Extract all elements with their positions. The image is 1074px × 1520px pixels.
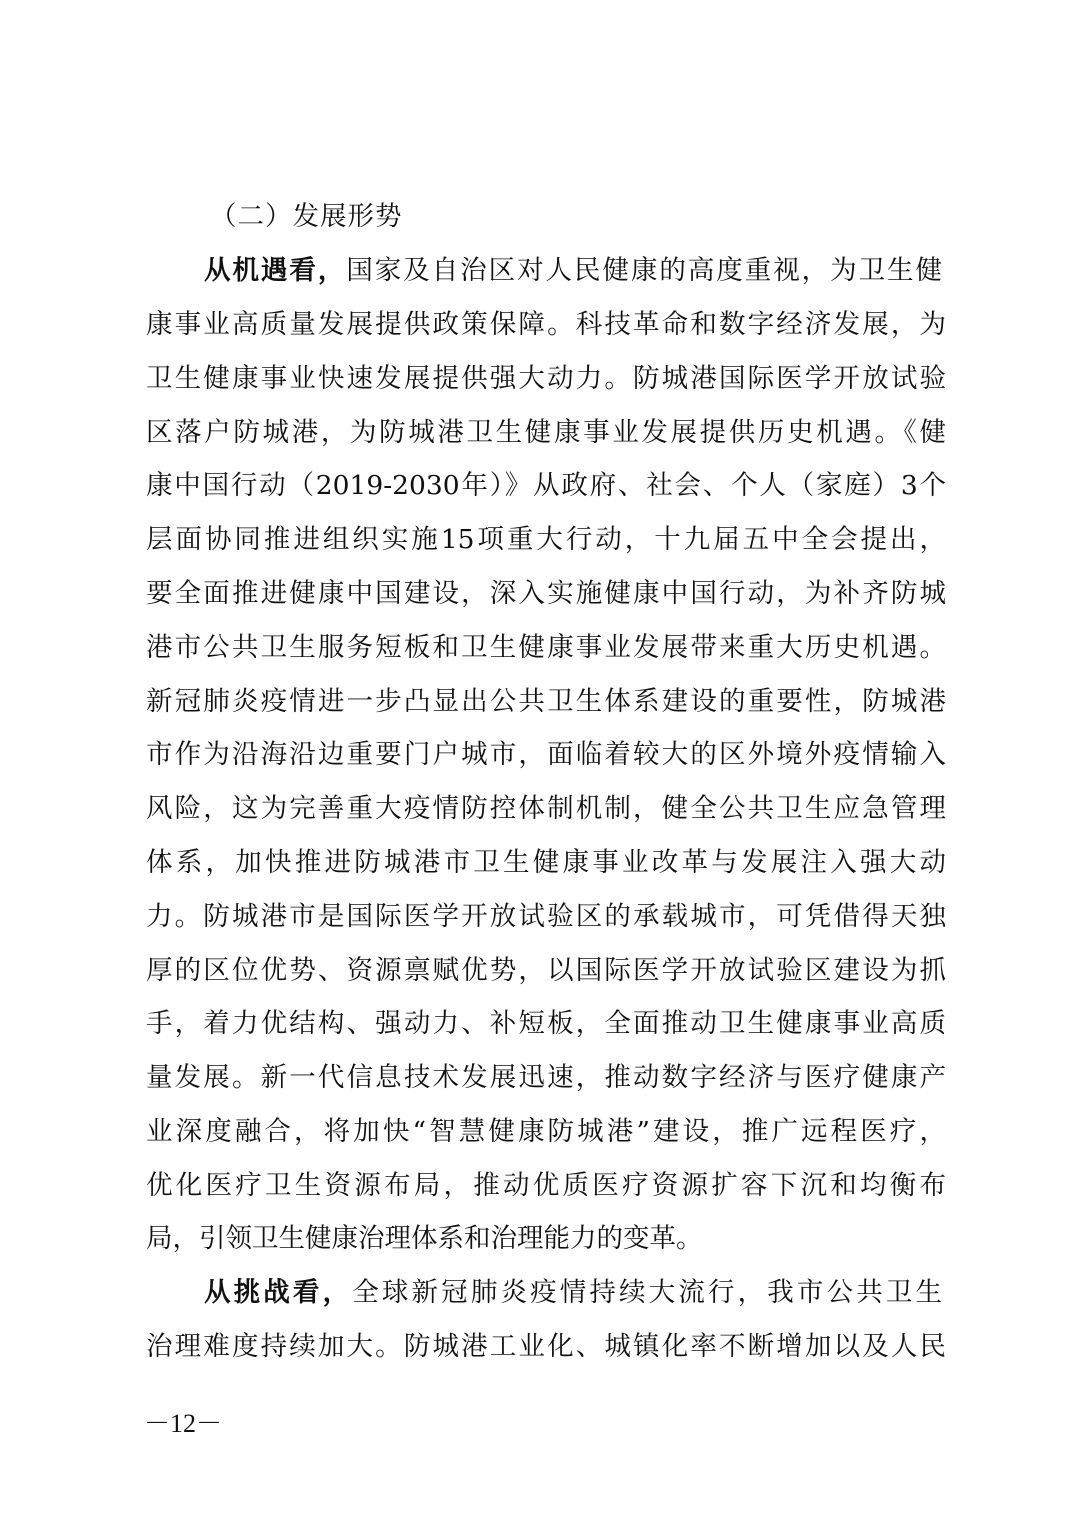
paragraph-1-line: 康中国行动（2019-2030年）》从政府、社会、个人（家庭）3个 bbox=[146, 470, 946, 501]
paragraph-1-line: 体系，加快推进防城港市卫生健康事业改革与发展注入强大动 bbox=[146, 847, 946, 878]
paragraph-1-line: 局，引领卫生健康治理体系和治理能力的变革。 bbox=[146, 1223, 703, 1254]
paragraph-1-line: 厚的区位优势、资源禀赋优势，以国际医学开放试验区建设为抓 bbox=[146, 955, 946, 986]
page-number: －12－ bbox=[144, 1409, 223, 1438]
paragraph-1-line: 卫生健康事业快速发展提供强大动力。防城港国际医学开放试验 bbox=[146, 363, 946, 394]
paragraph-2-line: 治理难度持续加大。防城港工业化、城镇化率不断增加以及人民 bbox=[146, 1331, 946, 1362]
paragraph-1-line: 新冠肺炎疫情进一步凸显出公共卫生体系建设的重要性，防城港 bbox=[146, 686, 946, 717]
paragraph-1-line: 区落户防城港，为防城港卫生健康事业发展提供历史机遇。《健 bbox=[146, 417, 946, 448]
paragraph-1-line: 康事业高质量发展提供政策保障。科技革命和数字经济发展，为 bbox=[146, 309, 946, 340]
paragraph-1-line: 市作为沿海沿边重要门户城市，面临着较大的区外境外疫情输入 bbox=[146, 739, 946, 770]
paragraph-1-line: 量发展。新一代信息技术发展迅速，推动数字经济与医疗健康产 bbox=[146, 1062, 946, 1093]
paragraph-1-line: 要全面推进健康中国建设，深入实施健康中国行动，为补齐防城 bbox=[146, 578, 946, 609]
paragraph-1-line: 业深度融合，将加快“智慧健康防城港”建设，推广远程医疗， bbox=[146, 1116, 946, 1147]
paragraph-2-lead: 从挑战看， bbox=[204, 1277, 353, 1308]
paragraph-1-line: 力。防城港市是国际医学开放试验区的承载城市，可凭借得天独 bbox=[146, 901, 946, 932]
paragraph-1-line: 从机遇看，国家及自治区对人民健康的高度重视，为卫生健 bbox=[204, 255, 942, 286]
paragraph-2-line: 从挑战看，全球新冠肺炎疫情持续大流行，我市公共卫生 bbox=[204, 1277, 942, 1308]
paragraph-1-line: 手，着力优结构、强动力、补短板，全面推动卫生健康事业高质 bbox=[146, 1008, 946, 1039]
paragraph-1-line: 层面协同推进组织实施15项重大行动，十九届五中全会提出， bbox=[146, 524, 946, 555]
paragraph-1-line: 优化医疗卫生资源布局，推动优质医疗资源扩容下沉和均衡布 bbox=[146, 1170, 946, 1201]
paragraph-1-line: 风险，这为完善重大疫情防控体制机制，健全公共卫生应急管理 bbox=[146, 793, 946, 824]
paragraph-1-lead: 从机遇看， bbox=[204, 255, 347, 286]
paragraph-1-line: 港市公共卫生服务短板和卫生健康事业发展带来重大历史机遇。 bbox=[146, 632, 946, 663]
section-heading: （二）发展形势 bbox=[210, 201, 403, 232]
